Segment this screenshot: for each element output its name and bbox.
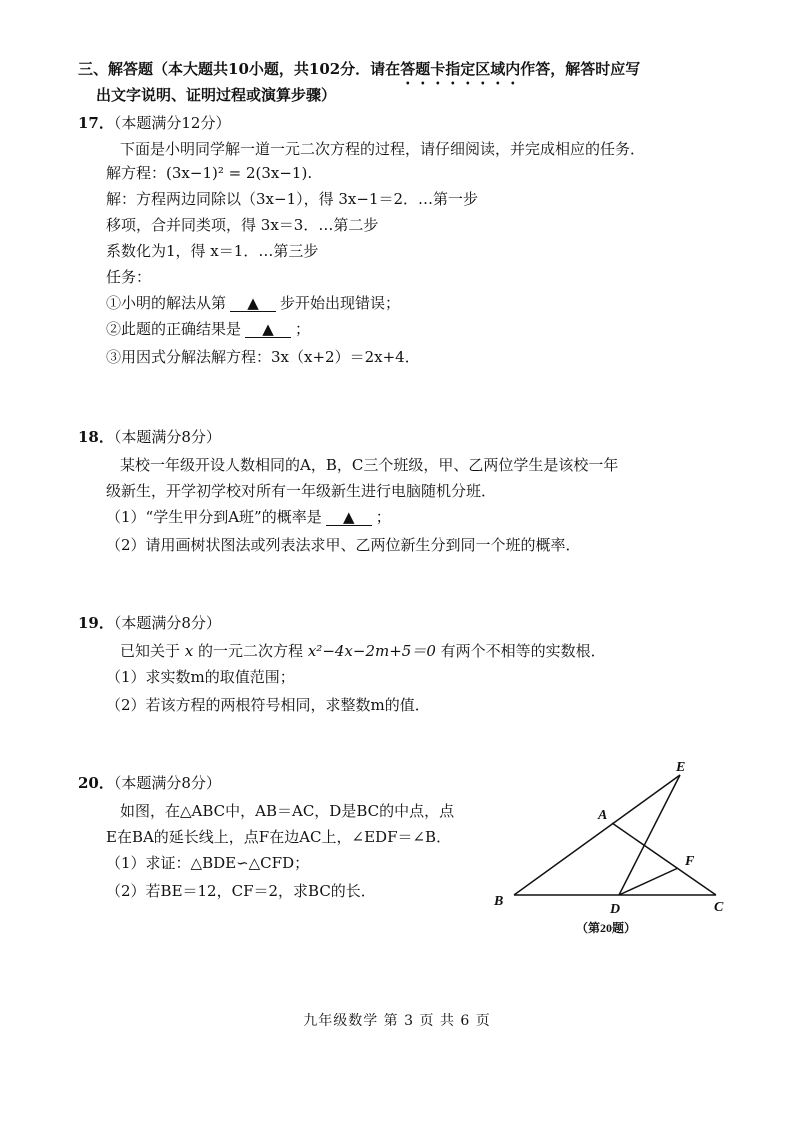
q17-step1: 解：方程两边同除以（3x−1），得 3x−1＝2．…第一步 xyxy=(106,190,479,208)
q17-equation: 解方程：(3x−1)² = 2(3x−1). xyxy=(106,164,313,182)
q20-line1: 如图，在△ABC中，AB＝AC，D是BC的中点，点 xyxy=(120,802,455,820)
label-A: A xyxy=(598,808,608,823)
q17-task3: ③用因式分解法解方程：3x（x+2）＝2x+4． xyxy=(106,348,420,366)
figure-caption: （第20题） xyxy=(576,921,637,935)
q20-header: 20．（本题满分8分） xyxy=(78,774,221,792)
answer-blank: ▲ xyxy=(245,321,291,338)
q20-triangle-figure xyxy=(480,755,750,945)
segment-BE xyxy=(514,775,680,895)
answer-blank: ▲ xyxy=(230,295,276,312)
q20-line2: E在BA的延长线上，点F在边AC上，∠EDF＝∠B． xyxy=(106,828,452,846)
segment-AC xyxy=(612,823,716,895)
q20-part1: （1）求证：△BDE∽△CFD； xyxy=(106,854,310,872)
q20-part2: （2）若BE＝12，CF＝2，求BC的长． xyxy=(106,882,376,900)
q17-intro: 下面是小明同学解一道一元二次方程的过程，请仔细阅读，并完成相应的任务． xyxy=(120,140,646,158)
label-F: F xyxy=(685,854,695,869)
answer-blank: ▲ xyxy=(326,509,372,526)
q17-step2: 移项，合并同类项，得 3x＝3．…第二步 xyxy=(106,216,379,234)
section-title-line2: 出文字说明、证明过程或演算步骤） xyxy=(96,86,337,104)
q18-part2: （2）请用画树状图法或列表法求甲、乙两位新生分到同一个班的概率． xyxy=(106,536,581,554)
q19-line1: 已知关于 x 的一元二次方程 x²−4x−2m+5＝0 有两个不相等的实数根． xyxy=(120,642,606,660)
label-C: C xyxy=(714,900,724,915)
label-D: D xyxy=(610,902,621,917)
q19-part2: （2）若该方程的两根符号相同，求整数m的值． xyxy=(106,696,430,714)
q18-part1: （1）“学生甲分到A班”的概率是 ▲ ； xyxy=(106,508,391,526)
q18-header: 18．（本题满分8分） xyxy=(78,428,221,446)
page-footer: 九年级数学 第 3 页 共 6 页 xyxy=(303,1013,491,1029)
q17-task1: ①小明的解法从第 ▲ 步开始出现错误； xyxy=(106,294,401,312)
q17-task-label: 任务： xyxy=(106,268,152,286)
q17-task2: ②此题的正确结果是 ▲ ； xyxy=(106,320,311,338)
segment-DF xyxy=(619,868,678,895)
q17-header: 17．（本题满分12分） xyxy=(78,114,231,132)
label-E: E xyxy=(676,760,686,775)
q19-part1: （1）求实数m的取值范围； xyxy=(106,668,295,686)
q19-header: 19．（本题满分8分） xyxy=(78,614,221,632)
q17-step3: 系数化为1，得 x＝1．…第三步 xyxy=(106,242,319,260)
q18-line1: 某校一年级开设人数相同的A，B，C三个班级，甲、乙两位学生是该校一年 xyxy=(120,456,619,474)
label-B: B xyxy=(494,894,504,909)
section-title-line1: 三、解答题（本大题共10小题，共102分．请在答题卡指定区域内作答，解答时应写 xyxy=(78,60,641,78)
q18-line2: 级新生，开学初学校对所有一年级新生进行电脑随机分班． xyxy=(106,482,497,500)
